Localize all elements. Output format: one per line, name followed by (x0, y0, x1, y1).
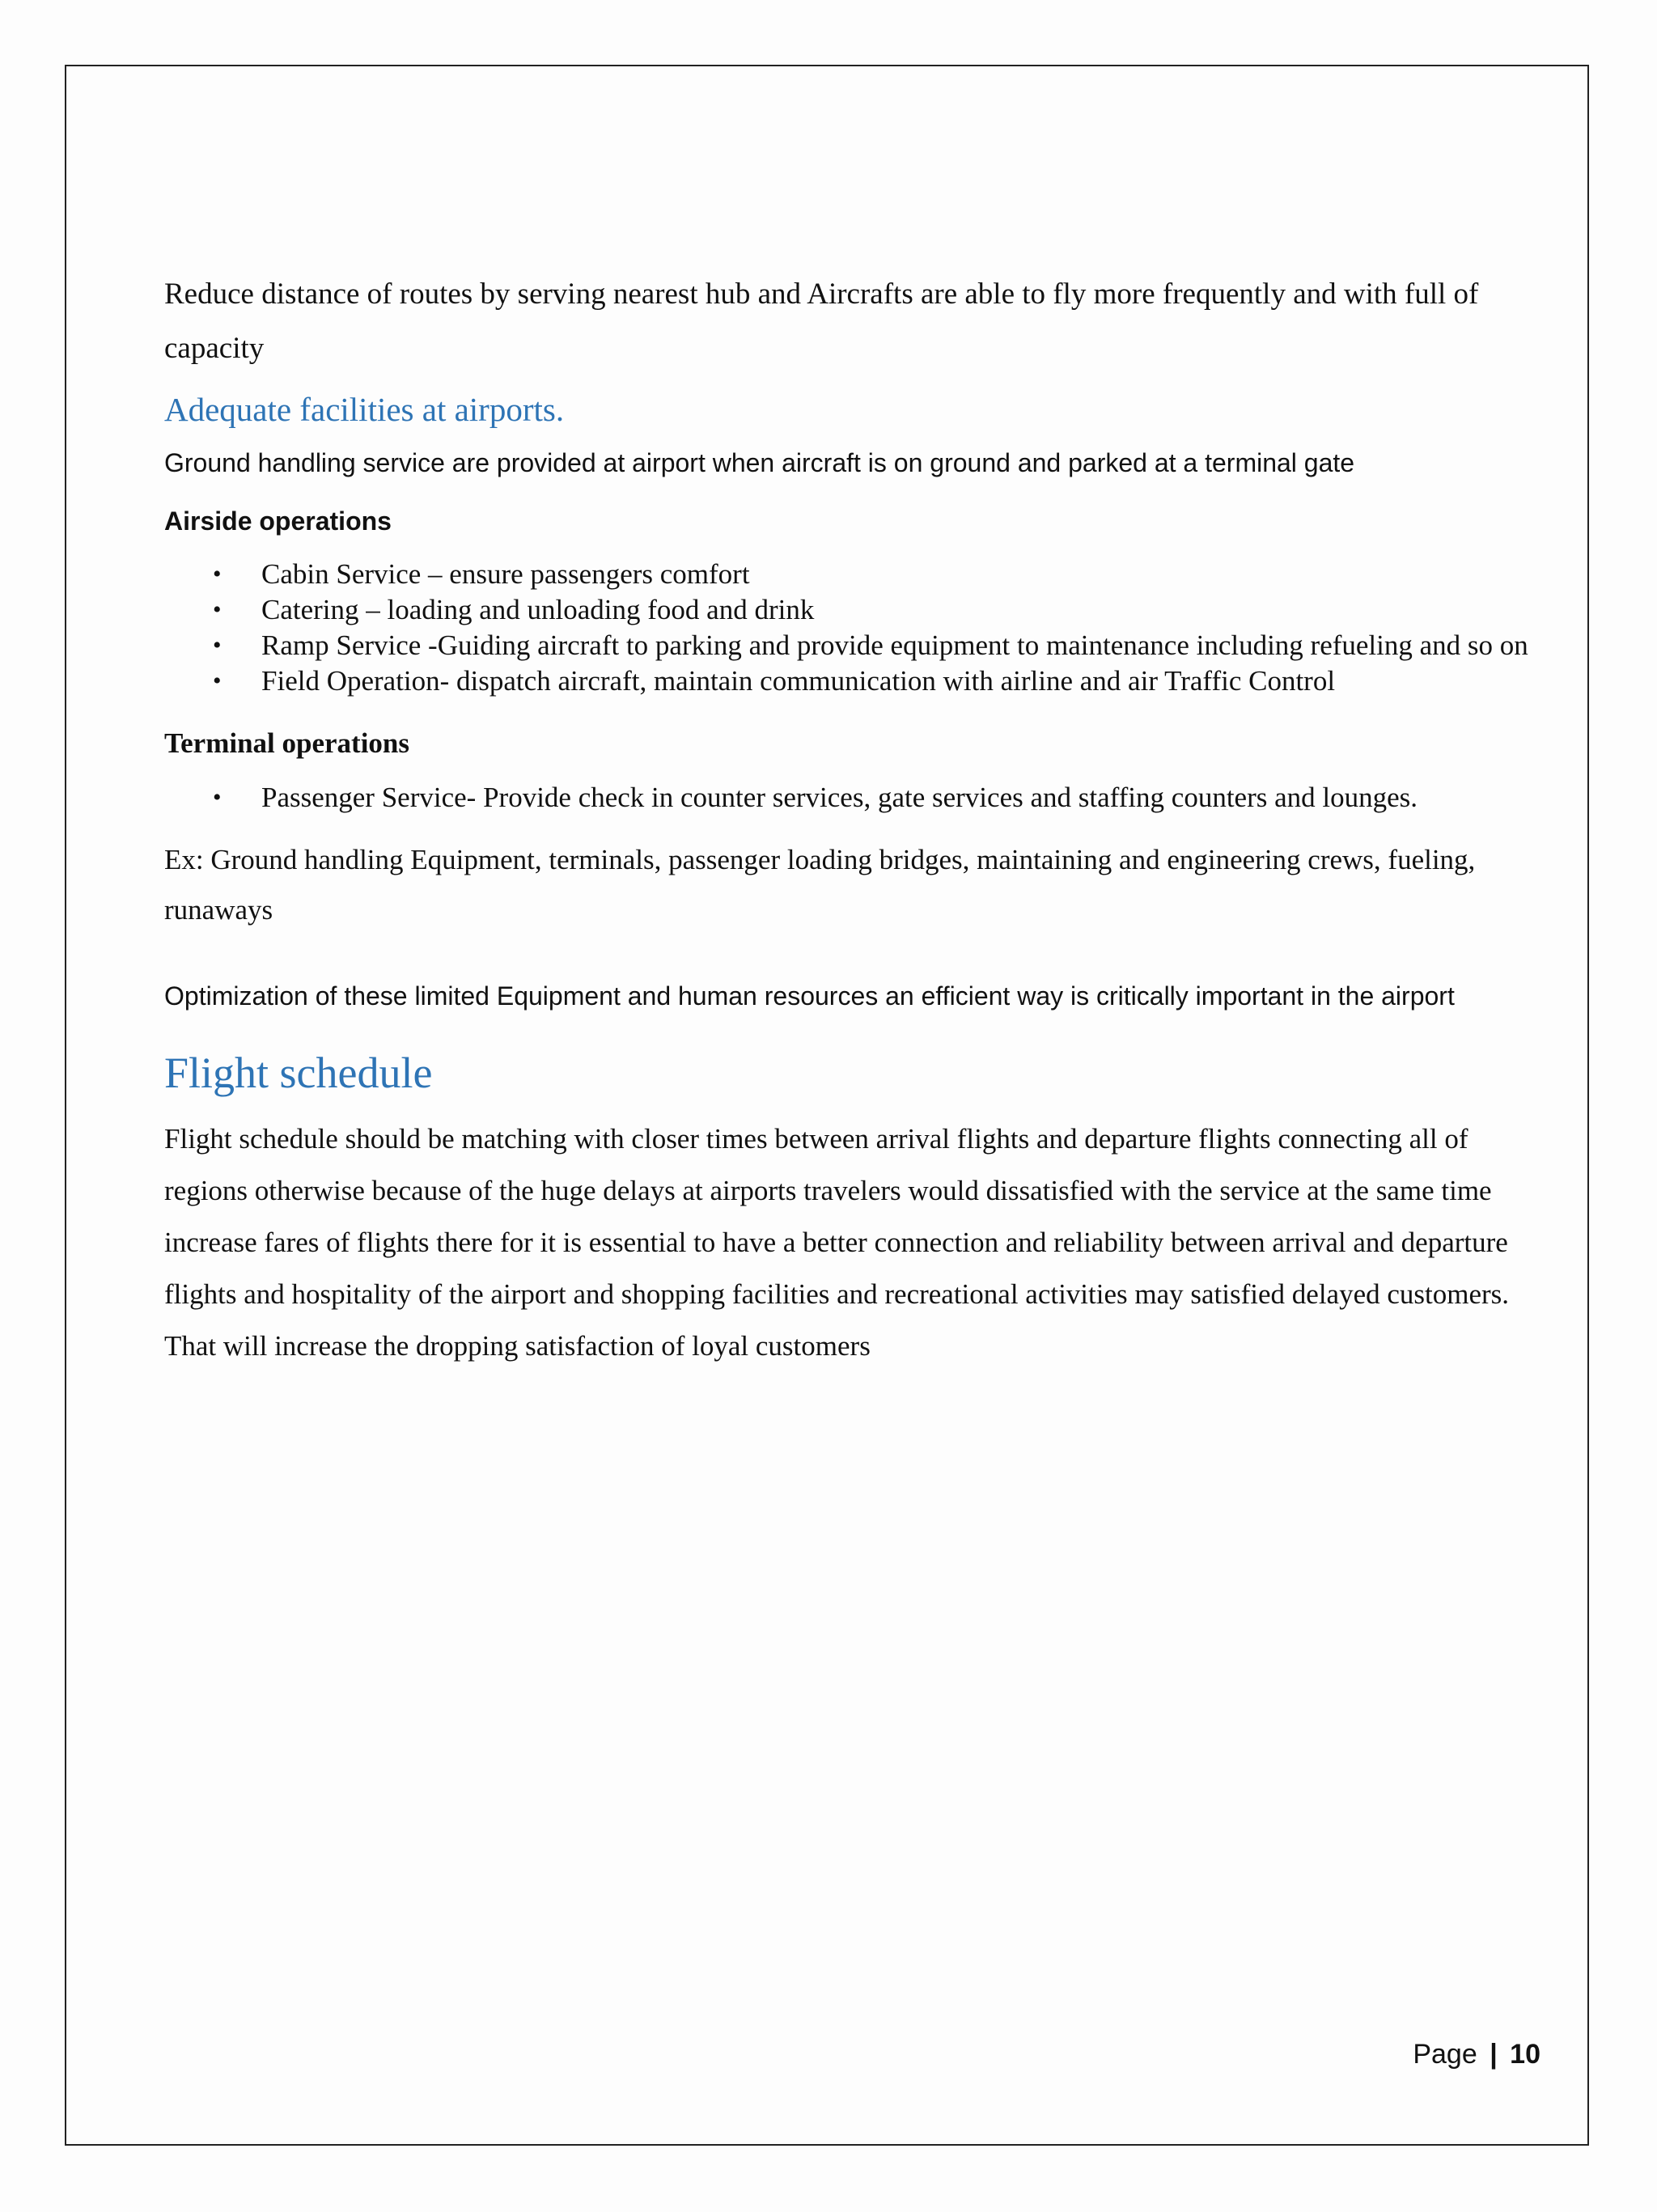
terminal-operations-heading: Terminal operations (164, 727, 410, 759)
bullet-icon: • (213, 596, 222, 623)
page-number: 10 (1510, 2039, 1540, 2070)
list-item-text: Catering – loading and unloading food and drink (261, 594, 815, 625)
list-item-text: Passenger Service- Provide check in counter services, gate services and staffing counters and lounges. (261, 782, 1418, 813)
list-item-text: Ramp Service -Guiding aircraft to parking and provide equipment to maintenance including refueling and so on (261, 629, 1528, 661)
page-separator: | (1490, 2039, 1498, 2070)
page-label: Page (1413, 2039, 1477, 2070)
list-item (213, 663, 1540, 699)
list-item-text: Cabin Service – ensure passengers comfort (261, 558, 750, 590)
list-item-text: Field Operation- dispatch aircraft, maintain communication with airline and air Traffic Control (261, 665, 1336, 697)
list-item (213, 780, 1540, 816)
airside-operations-list (164, 557, 1540, 699)
list-item (213, 557, 1540, 592)
page-footer (1413, 2039, 1540, 2070)
optimization-paragraph: Optimization of these limited Equipment and human resources an efficient way is critically important in the airport (164, 981, 1455, 1011)
bullet-icon: • (213, 632, 222, 659)
ground-handling-paragraph: Ground handling service are provided at airport when aircraft is on ground and parked at a terminal gate (164, 448, 1355, 477)
list-item (213, 592, 1540, 628)
flight-schedule-heading: Flight schedule (164, 1049, 433, 1097)
bullet-icon: • (213, 561, 222, 587)
intro-paragraph: Reduce distance of routes by serving nearest hub and Aircrafts are able to fly more frequently and with full of capacity (164, 278, 1479, 365)
airside-operations-heading: Airside operations (164, 506, 392, 536)
bullet-icon: • (213, 784, 222, 811)
terminal-operations-list (164, 780, 1540, 816)
document-content (164, 267, 1540, 1372)
flight-schedule-paragraph: Flight schedule should be matching with closer times between arrival flights and departure flights connecting all of regions otherwise because of the huge delays at airports travelers would dissatisfied with the service at the same time increase fares of flights there for it is essential to have a better connection and reliability between arrival and departure flights and hospitality of the airport and shopping facilities and recreational activities may satisfied delayed customers. That will increase the dropping satisfaction of loyal customers (164, 1123, 1510, 1362)
list-item (213, 628, 1540, 663)
bullet-icon: • (213, 667, 222, 694)
adequate-facilities-heading: Adequate facilities at airports. (164, 391, 565, 428)
example-paragraph: Ex: Ground handling Equipment, terminals, passenger loading bridges, maintaining and engineering crews, fueling, runaways (164, 844, 1476, 926)
